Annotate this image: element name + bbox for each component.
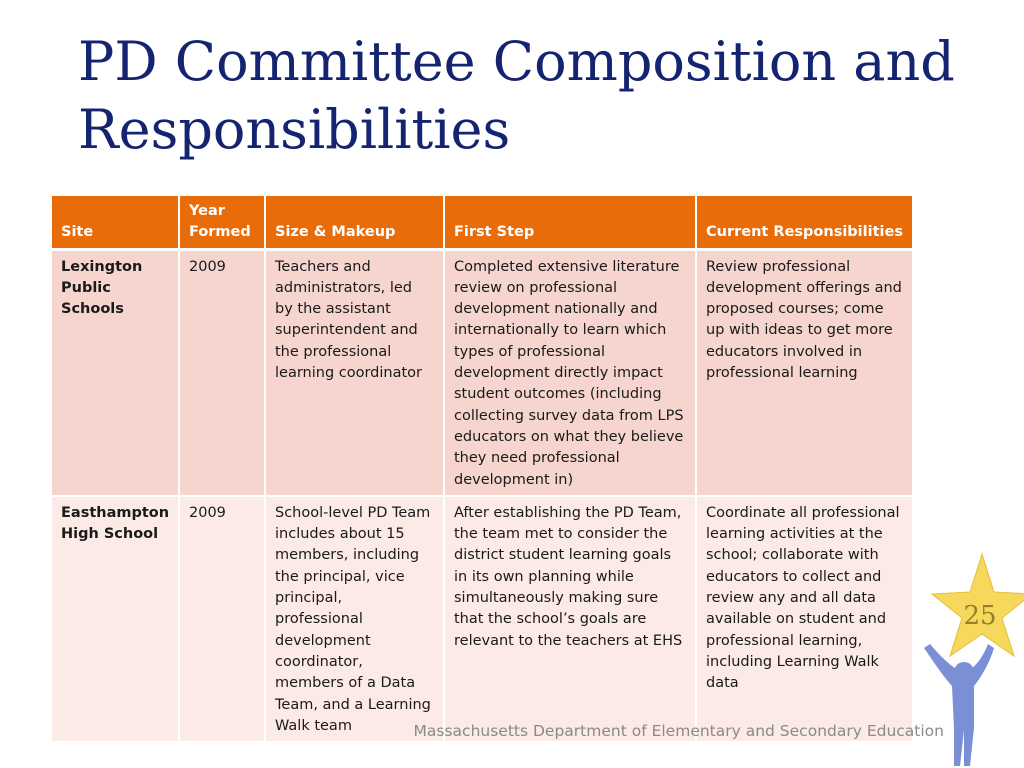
header-current-responsibilities: Current Responsibilities — [696, 196, 912, 249]
cell-responsibilities: Coordinate all professional learning activities at the school; collaborate with educators to collect and review any and all data available on student and professional learning, including Learning Walk data — [696, 496, 912, 742]
cell-first-step: After establishing the PD Team, the team met to consider the district student learning goals in its own planning while simultaneously making sure that the school’s goals are relevant to the teachers at EHS — [444, 496, 696, 742]
figure-body — [924, 644, 994, 766]
cell-first-step: Completed extensive literature review on professional development nationally and internationally to learn which types of professional development directly impact student outcomes (including collecting survey data from LPS educators on what they believe they need professional development in) — [444, 249, 696, 496]
header-site: Site — [52, 196, 179, 249]
star-person-icon — [918, 552, 1024, 768]
page-number: 25 — [963, 601, 997, 631]
header-size-makeup: Size & Makeup — [265, 196, 444, 249]
cell-year: 2009 — [179, 249, 265, 496]
table-row — [52, 249, 912, 496]
cell-size-makeup: School-level PD Team includes about 15 members, including the principal, vice principal, professional development coordinator, members of a Data Team, and a Learning Walk team — [265, 496, 444, 742]
cell-size-makeup: Teachers and administrators, led by the assistant superintendent and the professional learning coordinator — [265, 249, 444, 496]
cell-site: Easthampton High School — [52, 496, 179, 742]
cell-site: Lexington Public Schools — [52, 249, 179, 496]
pd-committee-table — [52, 196, 912, 743]
cell-year: 2009 — [179, 496, 265, 742]
table-header-row — [52, 196, 912, 249]
header-year-formed: Year Formed — [179, 196, 265, 249]
cell-responsibilities: Review professional development offerings and proposed courses; come up with ideas to get more educators involved in professional learning — [696, 249, 912, 496]
header-first-step: First Step — [444, 196, 696, 249]
table-row — [52, 496, 912, 742]
slide-title: PD Committee Composition and Responsibilities — [78, 30, 955, 161]
footer-organization: Massachusetts Department of Elementary and Secondary Education — [413, 722, 944, 740]
